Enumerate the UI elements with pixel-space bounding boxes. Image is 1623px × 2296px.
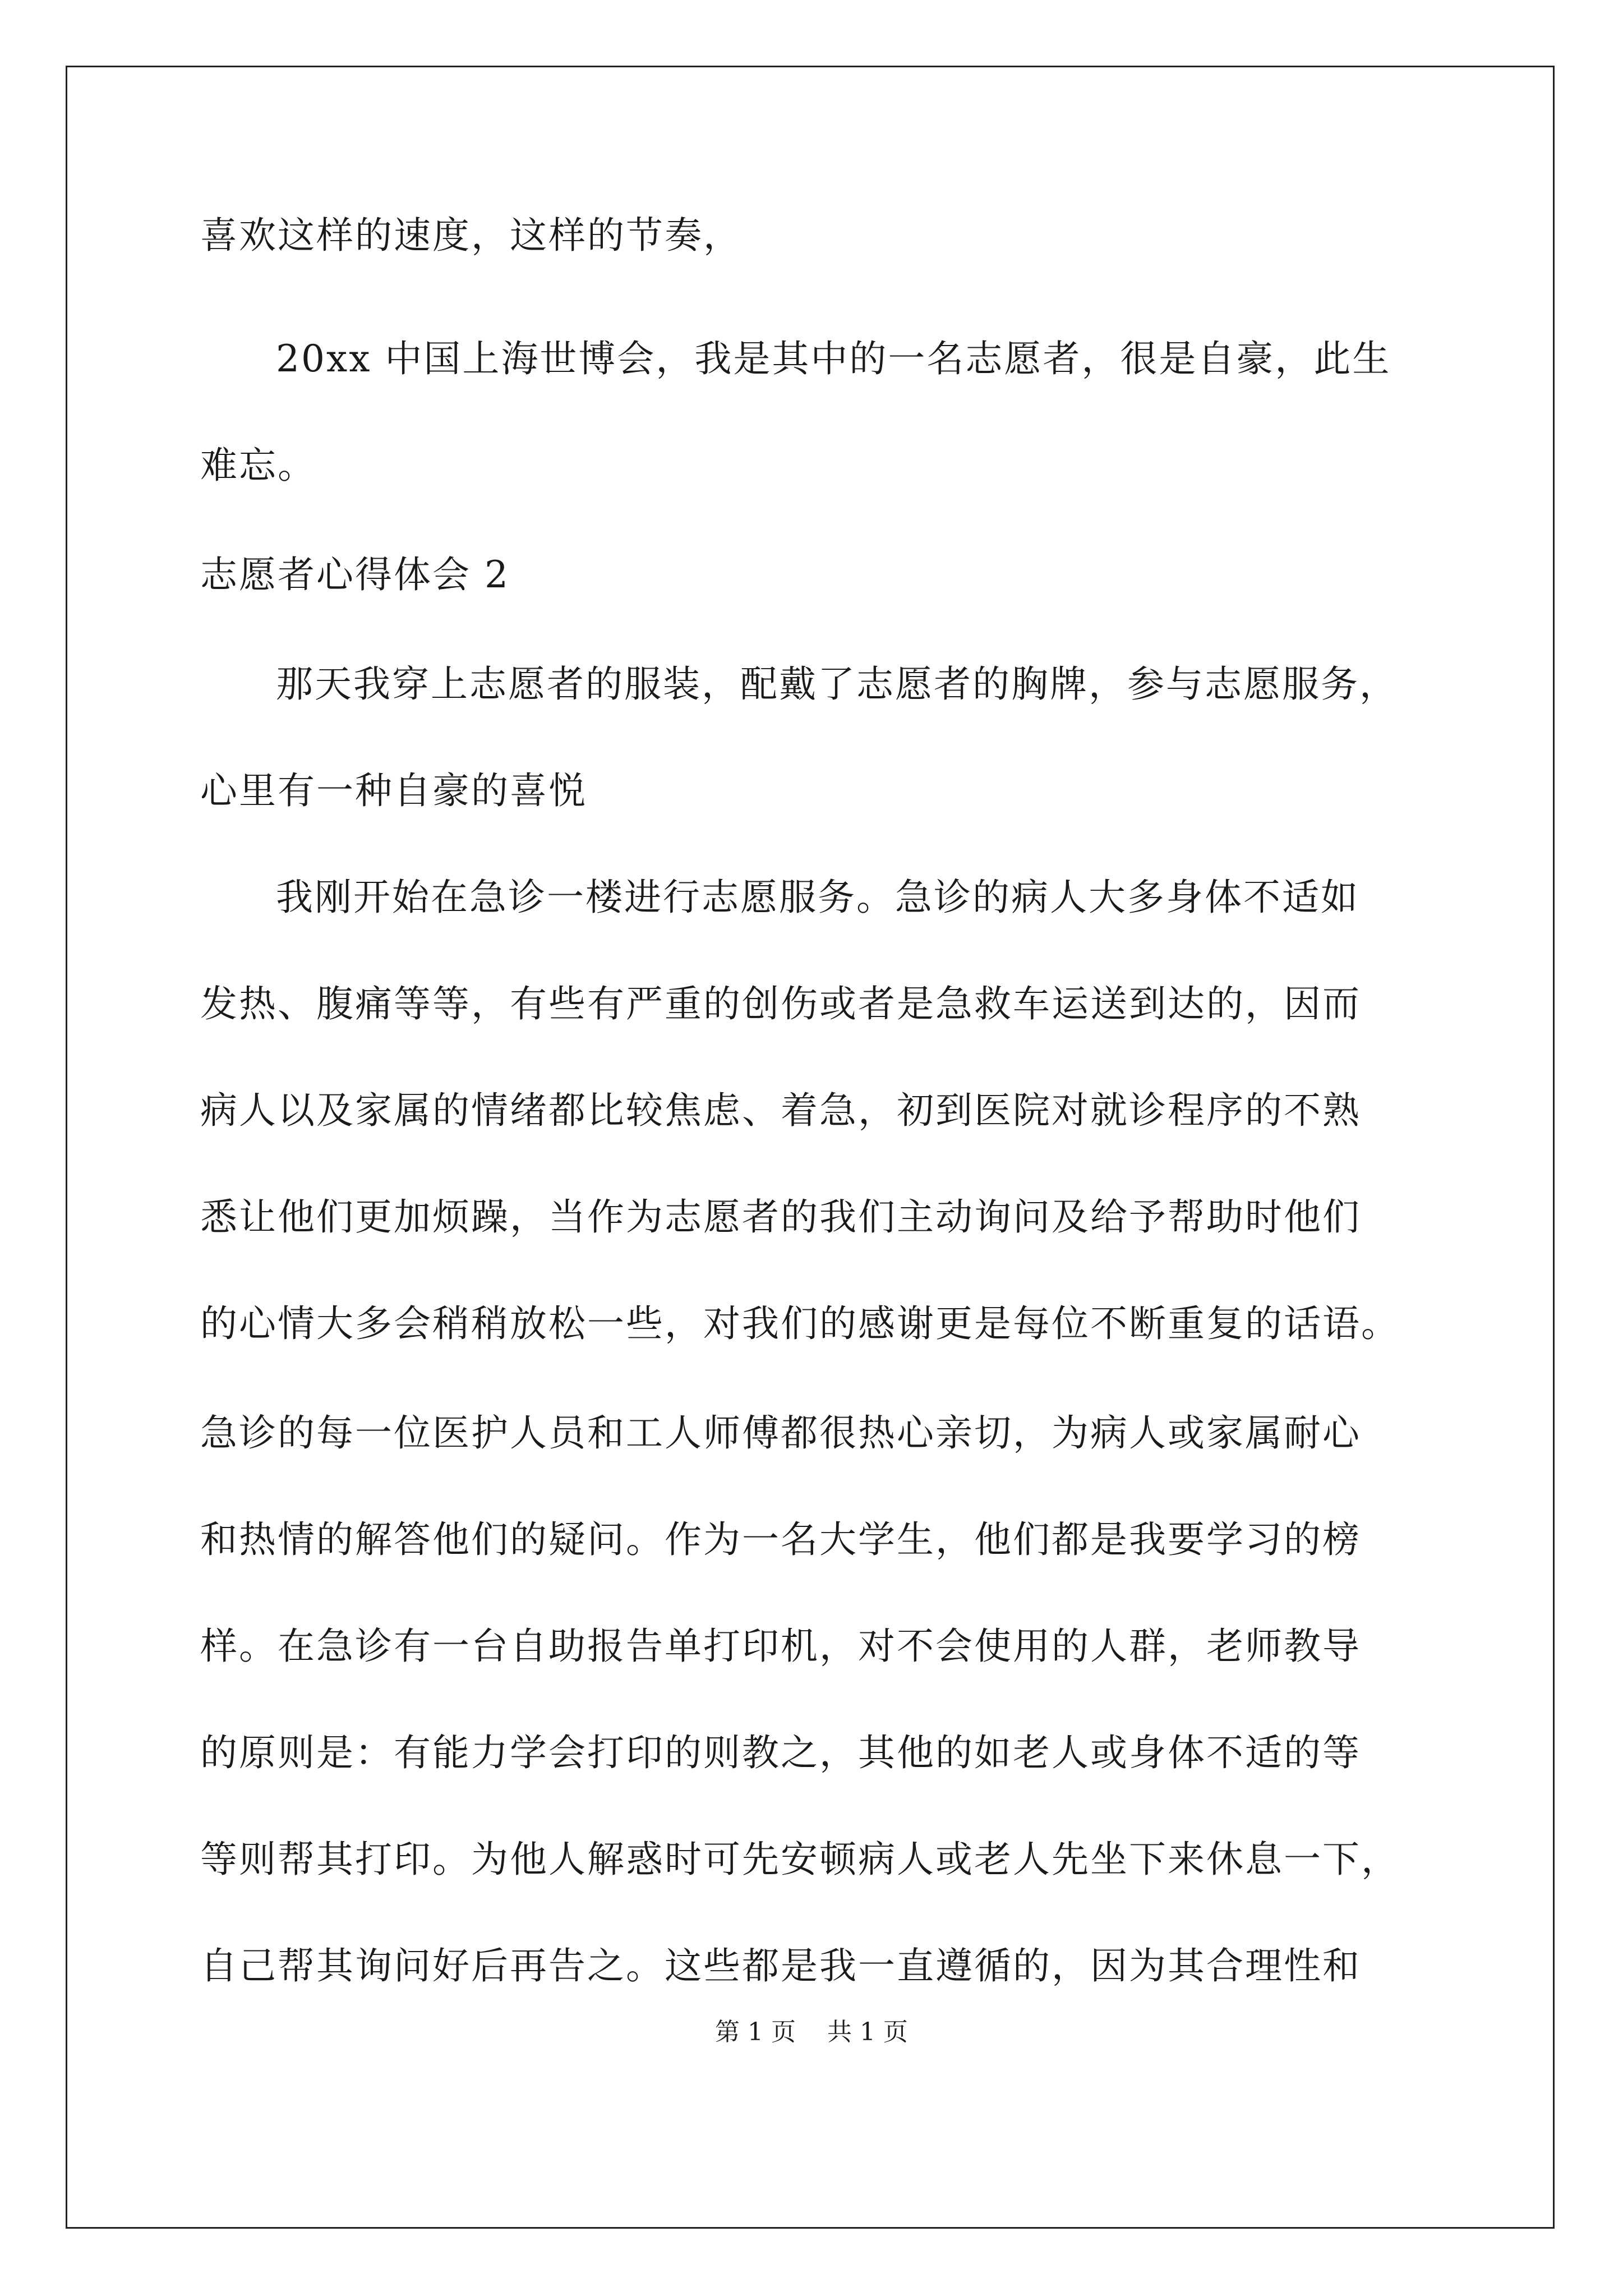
section-heading: 志愿者心得体会 2 bbox=[200, 553, 510, 596]
text-line: 和热情的解答他们的疑问。作为一名大学生，他们都是我要学习的榜 bbox=[200, 1518, 1361, 1561]
text-line: 自己帮其询问好后再告之。这些都是我一直遵循的，因为其合理性和 bbox=[200, 1944, 1361, 1987]
text-line: 20xx 中国上海世博会，我是其中的一名志愿者，很是自豪，此生 bbox=[276, 337, 1391, 380]
text-line: 样。在急诊有一台自助报告单打印机，对不会使用的人群，老师教导 bbox=[200, 1625, 1361, 1668]
text-line: 的心情大多会稍稍放松一些，对我们的感谢更是每位不断重复的话语。 bbox=[200, 1302, 1400, 1345]
text-line: 发热、腹痛等等，有些有严重的创伤或者是急救车运送到达的，因而 bbox=[200, 982, 1361, 1025]
text-line: 喜欢这样的速度，这样的节奏， bbox=[200, 214, 742, 257]
page-border bbox=[66, 66, 1555, 2229]
text-line: 悉让他们更加烦躁，当作为志愿者的我们主动询问及给予帮助时他们 bbox=[200, 1195, 1361, 1239]
text-line: 的原则是：有能力学会打印的则教之，其他的如老人或身体不适的等 bbox=[200, 1731, 1361, 1774]
text-line: 等则帮其打印。为他人解惑时可先安顿病人或老人先坐下来休息一下， bbox=[200, 1838, 1400, 1881]
text-line: 急诊的每一位医护人员和工人师傅都很热心亲切，为病人或家属耐心 bbox=[200, 1411, 1361, 1455]
page-footer: 第 1 页 共 1 页 bbox=[715, 2018, 908, 2046]
text-line: 病人以及家属的情绪都比较焦虑、着急，初到医院对就诊程序的不熟 bbox=[200, 1089, 1361, 1132]
text-line: 难忘。 bbox=[200, 444, 316, 487]
text-line: 心里有一种自豪的喜悦 bbox=[200, 769, 587, 812]
text-line: 我刚开始在急诊一楼进行志愿服务。急诊的病人大多身体不适如 bbox=[276, 876, 1359, 919]
text-line: 那天我穿上志愿者的服装，配戴了志愿者的胸牌，参与志愿服务， bbox=[276, 662, 1398, 706]
